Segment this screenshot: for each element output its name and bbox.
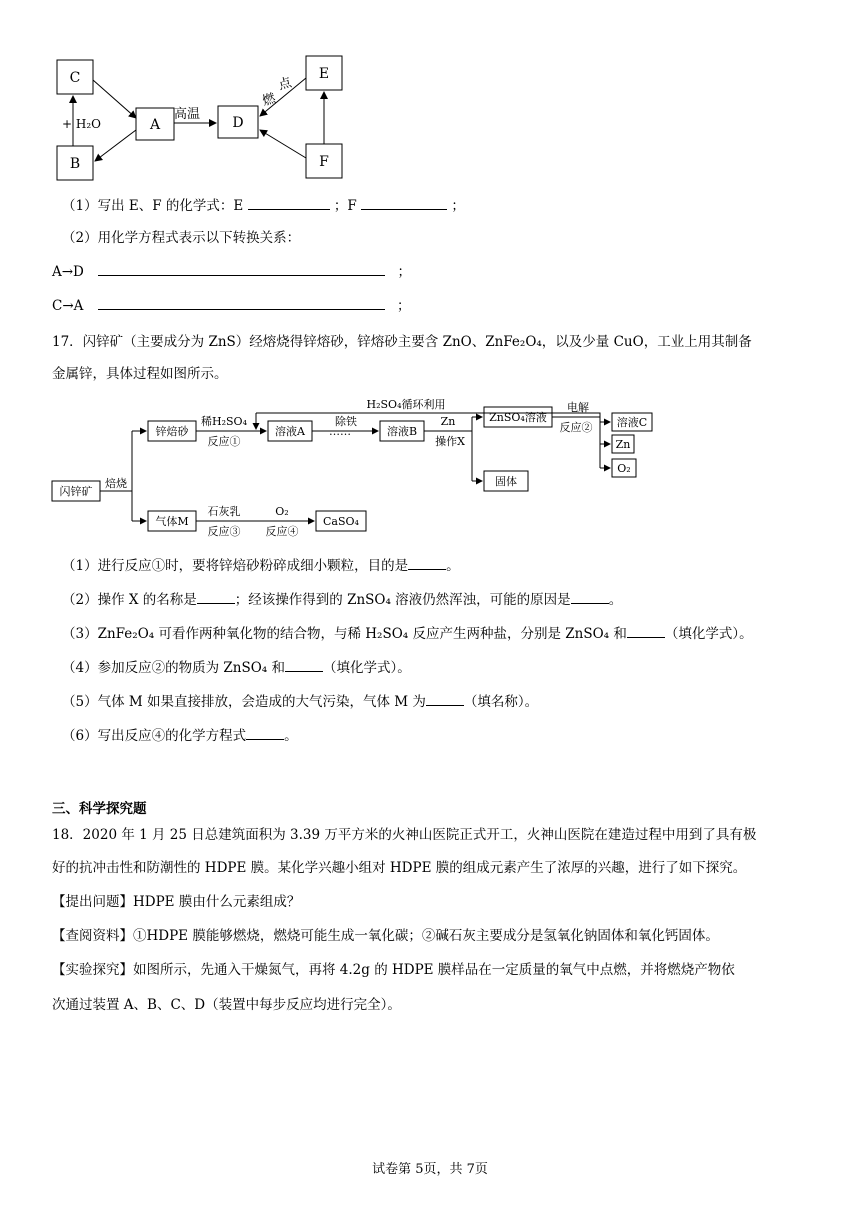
- label-zn-reagent: Zn: [440, 415, 456, 428]
- node-f-label: F: [319, 154, 329, 170]
- q18-line-2: 好的抗冲击性和防潮性的 HDPE 膜。某化学兴趣小组对 HDPE 膜的组成元素产生了浓厚的兴趣，进行了如下探究。: [52, 860, 747, 876]
- label-solid: 固体: [495, 475, 517, 488]
- label-sol-c: 溶液C: [616, 416, 648, 429]
- relation-diagram: [40, 50, 360, 185]
- label-o2-box: O₂: [617, 462, 631, 475]
- label-ignite-2: 点: [276, 75, 294, 94]
- page-footer: 试卷第 5页，共 7页: [372, 1162, 488, 1177]
- section-heading: 三、科学探究题: [52, 801, 147, 817]
- node-d-label: D: [232, 115, 244, 131]
- q17-intro-2: 金属锌，具体过程如图所示。: [52, 366, 228, 382]
- label-h2o: + H₂O: [62, 117, 101, 131]
- answer-blank-q17-2a[interactable]: [197, 590, 235, 604]
- q18-line-1: 18．2020 年 1 月 25 日总建筑面积为 3.39 万平方米的火神山医院正式开工，火神山医院在建造过程中用到了具有极: [52, 827, 757, 843]
- label-dots: ……: [329, 425, 351, 438]
- label-r4: 反应④: [265, 525, 299, 538]
- answer-blank-q17-2b[interactable]: [571, 590, 609, 604]
- process-flowchart: [44, 395, 664, 545]
- q17-intro-1: 17．闪锌矿（主要成分为 ZnS）经熔烧得锌熔砂，锌熔砂主要含 ZnO、ZnFe₂O₄，以及少量 CuO，工业上用其制备: [52, 334, 752, 350]
- answer-blank-q17-3[interactable]: [627, 624, 665, 638]
- answer-blank-q17-4[interactable]: [285, 658, 323, 672]
- label-acid: 稀H₂SO₄: [201, 415, 247, 428]
- answer-blank-e[interactable]: [248, 196, 330, 210]
- answer-blank-q17-6[interactable]: [246, 726, 284, 740]
- answer-blank-a-to-d[interactable]: [98, 262, 385, 276]
- label-ignite-1: 燃: [260, 91, 278, 110]
- q18-line-4: 【查阅资料】①HDPE 膜能够燃烧，燃烧可能生成一氧化碳；②碱石灰主要成分是氢氧化钠固体和氧化钙固体。: [52, 928, 719, 944]
- answer-blank-f[interactable]: [361, 196, 447, 210]
- answer-blank-q17-5[interactable]: [426, 692, 464, 706]
- label-lime: 石灰乳: [207, 505, 241, 518]
- label-o2: O₂: [275, 505, 289, 518]
- label-znso4: ZnSO₄溶液: [489, 411, 547, 424]
- q17-part6: （6）写出反应④的化学方程式 。: [62, 728, 298, 744]
- label-gas-m: 气体M: [155, 515, 189, 528]
- label-high-temp: 高温: [174, 107, 201, 122]
- arrow-c-to-a: [93, 80, 136, 118]
- q17-part4: （4）参加反应②的物质为 ZnSO₄ 和 （填化学式）。: [62, 660, 411, 676]
- label-zn: Zn: [615, 438, 631, 451]
- label-calcine: 锌焙砂: [155, 425, 189, 438]
- node-c-label: C: [69, 70, 81, 86]
- q17-part3: （3）ZnFe₂O₄ 可看作两种氧化物的结合物，与稀 H₂SO₄ 反应产生两种盐，分别是 ZnSO₄ 和 （填化学式）。: [62, 626, 753, 642]
- q17-part1: （1）进行反应①时，要将锌焙砂粉碎成细小颗粒，目的是 。: [62, 558, 460, 574]
- label-r3: 反应③: [207, 525, 241, 538]
- q16-c-to-a: C→A ；: [52, 298, 411, 314]
- label-r2: 反应②: [559, 421, 593, 434]
- node-b-label: B: [69, 156, 81, 172]
- arrow-a-to-b: [95, 130, 136, 161]
- node-a-label: A: [149, 117, 161, 133]
- q16-part1: （1）写出 E、F 的化学式：E ；F ；: [62, 198, 465, 214]
- label-ore: 闪锌矿: [59, 485, 93, 498]
- label-iron: 除铁: [335, 415, 357, 428]
- label-sol-a: 溶液A: [275, 425, 305, 438]
- q16-a-to-d: A→D ；: [52, 264, 411, 280]
- label-roast: 焙烧: [105, 477, 127, 490]
- q17-part5: （5）气体 M 如果直接排放，会造成的大气污染，气体 M 为 （填名称）。: [62, 694, 539, 710]
- answer-blank-q17-1[interactable]: [408, 556, 446, 570]
- label-r1: 反应①: [207, 435, 241, 448]
- answer-blank-c-to-a[interactable]: [98, 296, 385, 310]
- q16-part2: （2）用化学方程式表示以下转换关系：: [62, 230, 301, 246]
- q18-line-3: 【提出问题】HDPE 膜由什么元素组成？: [52, 894, 301, 910]
- label-sol-b: 溶液B: [386, 425, 418, 438]
- q18-line-5: 【实验探究】如图所示，先通入干燥氮气，再将 4.2g 的 HDPE 膜样品在一定质量的氧气中点燃，并将燃烧产物依: [52, 962, 735, 978]
- q18-line-6: 次通过装置 A、B、C、D（装置中每步反应均进行完全）。: [52, 997, 401, 1013]
- node-e-label: E: [318, 66, 330, 82]
- label-elec: 电解: [567, 401, 589, 414]
- arrow-f-to-d: [260, 130, 306, 158]
- label-opx: 操作X: [435, 435, 465, 448]
- label-caso4: CaSO₄: [323, 515, 359, 528]
- q17-part2: （2）操作 X 的名称是 ；经该操作得到的 ZnSO₄ 溶液仍然浑浊，可能的原因是 。: [62, 592, 623, 608]
- label-recycle: H₂SO₄循环利用: [366, 398, 446, 411]
